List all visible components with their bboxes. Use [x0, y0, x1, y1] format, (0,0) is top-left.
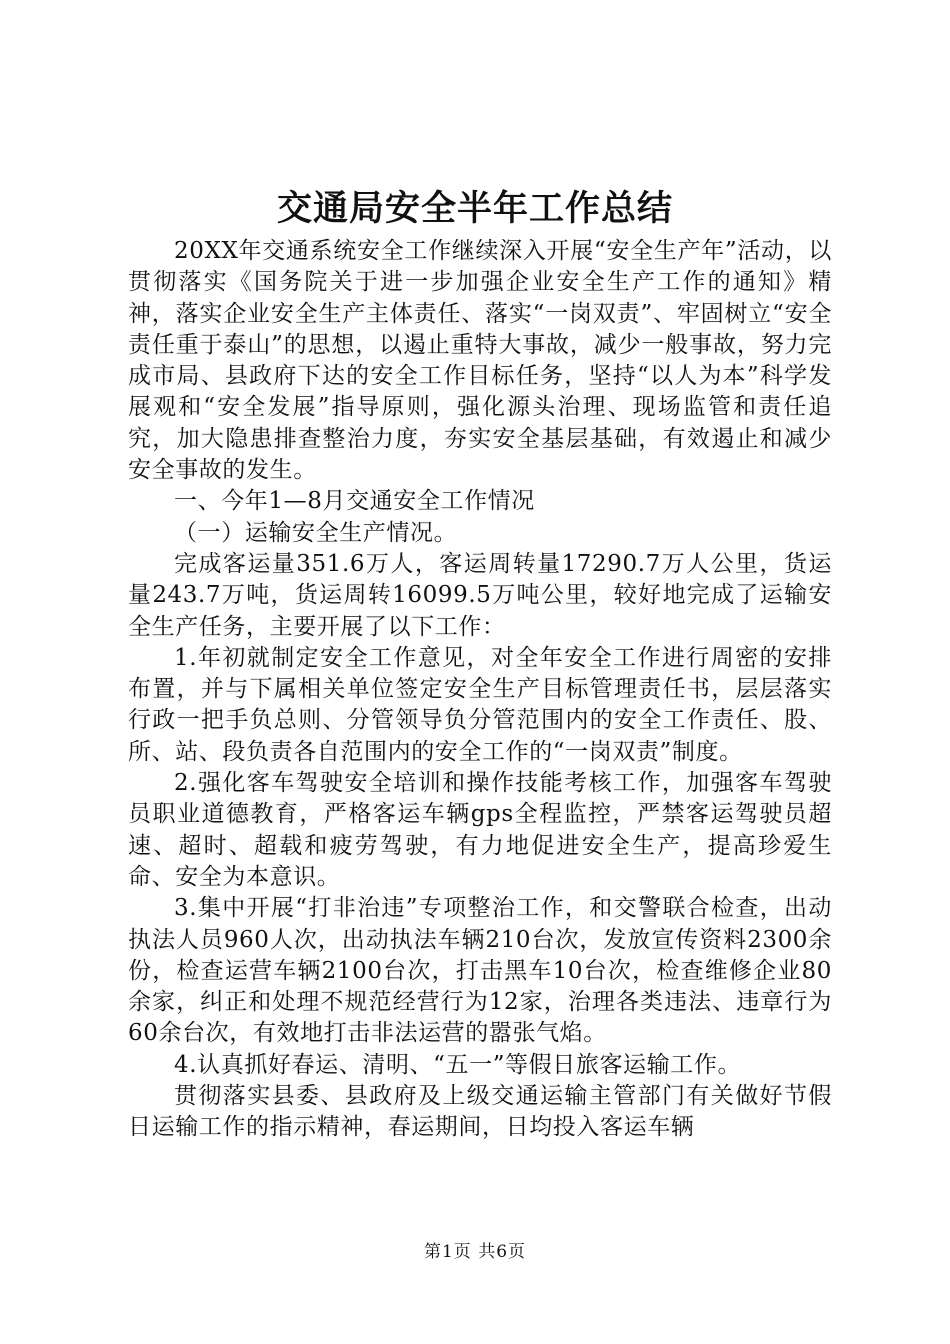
- list-item-1: 1.年初就制定安全工作意见，对全年安全工作进行周密的安排布置，并与下属相关单位签定安全生产目标管理责任书，层层落实行政一把手负总则、分管领导负分管范围内的安全工作责任、股、所、站、段负责各自范围内的安全工作的“一岗双责”制度。: [128, 644, 832, 765]
- paragraph-holiday: 贯彻落实县委、县政府及上级交通运输主管部门有关做好节假日运输工作的指示精神，春运期间，日均投入客运车辆: [128, 1083, 832, 1141]
- section-heading: 一、今年1—8月交通安全工作情况: [174, 488, 535, 515]
- page-number-footer: 第1页 共6页: [423, 1242, 527, 1262]
- subsection-heading: （一）运输安全生产情况。: [174, 519, 458, 546]
- list-item-4: 4.认真抓好春运、清明、“五一”等假日旅客运输工作。: [174, 1051, 742, 1078]
- paragraph-intro: 20XX年交通系统安全工作继续深入开展“安全生产年”活动，以贯彻落实《国务院关于进一步加强企业安全生产工作的通知》精神，落实企业安全生产主体责任、落实“一岗双责”、牢固树立“安全责任重于泰山”的思想，以遏止重特大事故，减少一般事故，努力完成市局、县政府下达的安全工作目标任务，坚持“以人为本”科学发展观和“安全发展”指导原则，强化源头治理、现场监管和责任追究，加大隐患排查整治力度，夯实安全基层基础，有效遏止和减少安全事故的发生。: [128, 238, 832, 484]
- document-title: 交通局安全半年工作总结: [276, 189, 673, 229]
- list-item-2: 2.强化客车驾驶安全培训和操作技能考核工作，加强客车驾驶员职业道德教育，严格客运车辆gps全程监控，严禁客运驾驶员超速、超时、超载和疲劳驾驶，有力地促进安全生产，提高珍爱生命、安全为本意识。: [128, 770, 832, 890]
- list-item-3: 3.集中开展“打非治违”专项整治工作，和交警联合检查，出动执法人员960人次，出动执法车辆210台次，发放宣传资料2300余份，检查运营车辆2100台次，打击黑车10台次，检查维修企业80余家，纠正和处理不规范经营行为12家，治理各类违法、违章行为60余台次，有效地打击非法运营的嚣张气焰。: [128, 895, 832, 1047]
- document-body: [128, 236, 832, 1144]
- paragraph-statistics: 完成客运量351.6万人，客运周转量17290.7万人公里，货运量243.7万吨，货运周转16099.5万吨公里，较好地完成了运输安全生产任务，主要开展了以下工作：: [128, 550, 832, 640]
